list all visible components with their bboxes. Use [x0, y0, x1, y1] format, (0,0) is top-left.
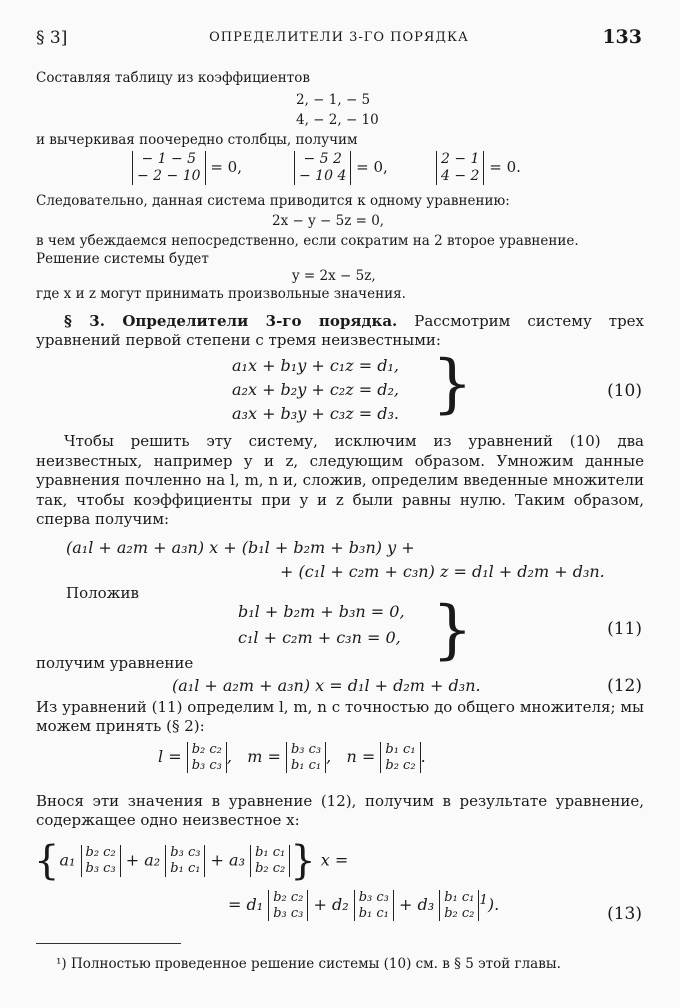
paragraph: Внося эти значения в уравнение (12), получим в результате уравнение, содержащее одно неизвестное x: [36, 792, 644, 829]
system-line: c₁l + c₂m + c₃n = 0, [238, 628, 401, 647]
paragraph: Решение системы будет [36, 251, 209, 267]
footnote-rule [36, 943, 181, 944]
determinant: − 1 − 5 − 2 − 10 [132, 151, 206, 185]
right-brace: } [432, 593, 473, 667]
equation-number: (10) [607, 381, 642, 401]
paragraph: Чтобы решить эту систему, исключим из уравнений (10) два неизвестных, например y и z, следующим образом. Умножим данные уравнения почленно на l, m, n и, сложив, определим введенные множители так, чтобы коэффициенты при y и z были равны нулю. Таким образом, сперва получим: [36, 432, 644, 528]
equation-number: (11) [607, 619, 642, 639]
paragraph: Из уравнений (11) определим l, m, n с точностью до общего множителя; мы можем принять (§ 2): [36, 698, 644, 735]
right-brace: } [432, 347, 473, 421]
equation-line: + (c₁l + c₂m + c₃n) z = d₁l + d₂m + d₃n. [280, 562, 605, 581]
determinant: b₃ c₃ b₁ c₁ [286, 742, 326, 773]
coefficient-row: 2, − 1, − 5 [296, 92, 371, 108]
page-number: 133 [602, 26, 642, 48]
system-line: a₁x + b₁y + c₁z = d₁, [232, 356, 399, 375]
paragraph: Следовательно, данная система приводится к одному уравнению: [36, 193, 510, 209]
equation: (a₁l + a₂m + a₃n) x = d₁l + d₂m + d₃n. [172, 676, 481, 695]
system-line: a₂x + b₂y + c₂z = d₂, [232, 380, 399, 399]
equation-line: (a₁l + a₂m + a₃n) x + (b₁l + b₂m + b₃n) y + [66, 538, 415, 557]
system-line: b₁l + b₂m + b₃n = 0, [238, 602, 405, 621]
equation-number: (13) [607, 904, 642, 924]
lmn-determinants: l = b₂ c₂ b₃ c₃ , m = b₃ c₃ b₁ c₁ , n = b₁ c₁ b₂ c₂ . [158, 742, 426, 773]
paragraph: Положив [66, 584, 139, 602]
section-paragraph: § 3. Определители 3-го порядка. Рассмотрим систему трех уравнений первой степени с тремя неизвестными: [36, 312, 645, 349]
determinant: b₁ c₁ b₂ c₂ [380, 742, 420, 773]
determinant-eq: − 1 − 5 − 2 − 10 = 0, [132, 151, 242, 185]
paragraph: в чем убеждаемся непосредственно, если сократим на 2 второе уравнение. [36, 233, 579, 249]
paragraph: получим уравнение [36, 654, 194, 672]
determinant-eq: 2 − 1 4 − 2 = 0. [436, 151, 521, 185]
equation: 2x − y − 5z = 0, [272, 213, 385, 229]
system-line: a₃x + b₃y + c₃z = d₃. [232, 404, 399, 423]
equation-13-line1: {a₁ b₂ c₂ b₃ c₃ + a₂ b₃ c₃ b₁ c₁ + a₃ b₁ c₁ b₂ c₂ } x = [34, 838, 349, 884]
running-header [36, 28, 642, 52]
coefficient-row: 4, − 2, − 10 [296, 112, 379, 128]
determinant-eq: − 5 2 − 10 4 = 0, [294, 151, 388, 185]
footnote: ¹) Полностью проведенное решение системы (10) см. в § 5 этой главы. [56, 956, 561, 972]
equation-13-line2: = d₁ b₂ c₂ b₃ c₃ + d₂ b₃ c₃ b₁ c₁ + d₃ b₁ c₁ b₂ c₂ $^1$). [228, 890, 500, 921]
determinant: b₂ c₂ b₃ c₃ [187, 742, 227, 773]
paragraph: и вычеркивая поочередно столбцы, получим [36, 132, 358, 148]
equation: y = 2x − 5z, [292, 268, 376, 284]
section-title: § 3. Определители 3-го порядка. [64, 312, 398, 330]
equation-number: (12) [607, 676, 642, 696]
header-section: § 3] [36, 28, 68, 48]
determinant: − 5 2 − 10 4 [294, 151, 351, 185]
paragraph: Составляя таблицу из коэффициентов [36, 70, 310, 86]
paragraph: где x и z могут принимать произвольные значения. [36, 286, 406, 302]
header-title: ОПРЕДЕЛИТЕЛИ 3-ГО ПОРЯДКА [209, 30, 469, 45]
determinant: 2 − 1 4 − 2 [436, 151, 484, 185]
